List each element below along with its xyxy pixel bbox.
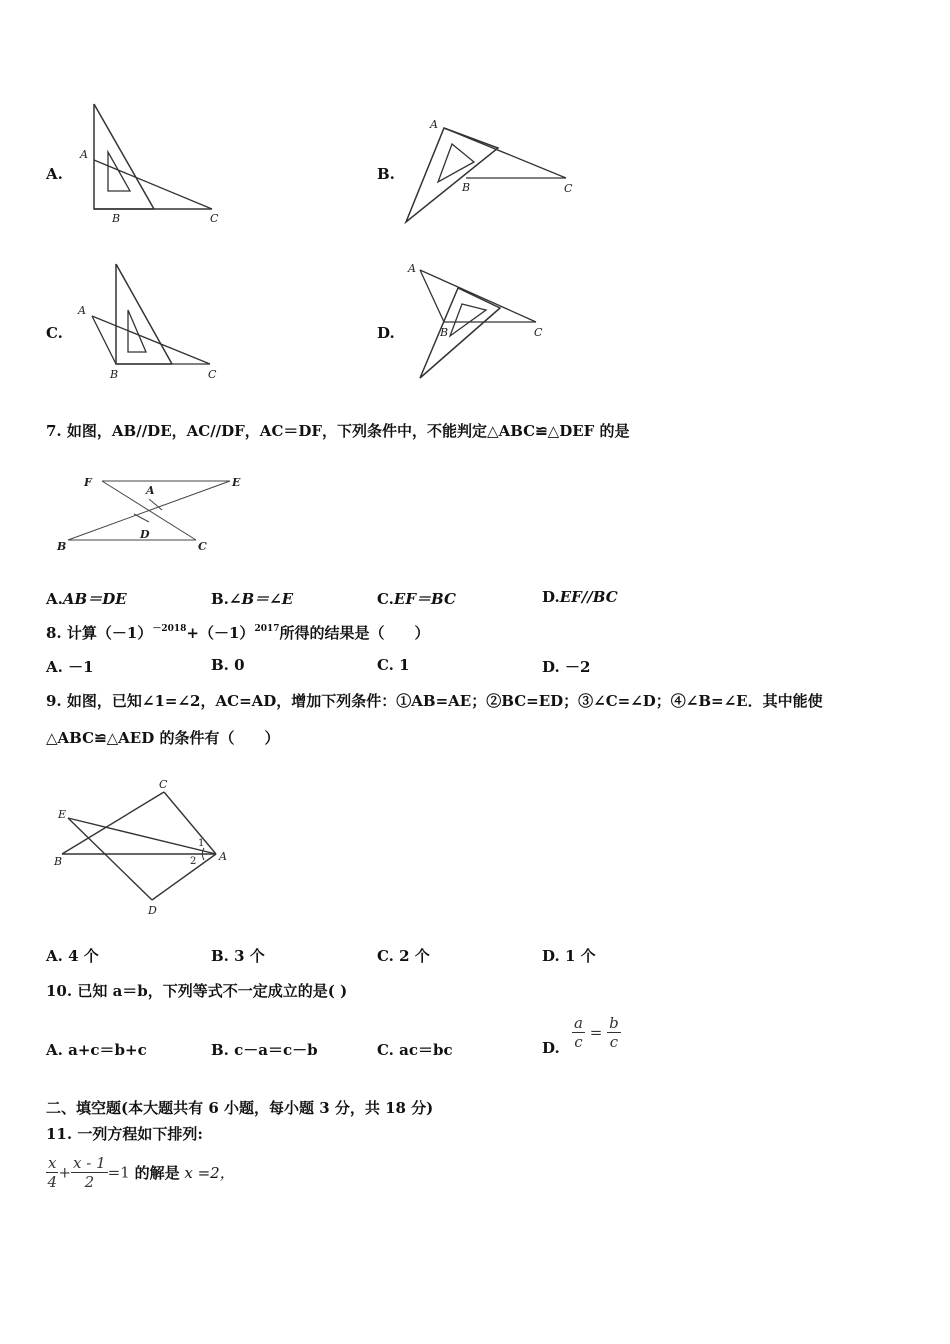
q11-stem: 11. 一列方程如下排列: [46,1125,203,1143]
q6b-large-set-square [406,128,498,222]
q9-option-d: D. 1 个 [542,947,596,965]
q7-label-d: D [140,528,150,541]
q6a-label-a: A [80,148,88,161]
q6b-label-a: A [430,118,438,131]
q10-option-d-letter: D. [542,1039,560,1057]
q9-label-c: C [159,778,168,791]
q10-option-a: A. a+c＝b+c [46,1041,147,1059]
q6d-label-c: C [534,326,543,339]
q7-number: 7. [46,422,62,440]
q7-figure [52,470,252,555]
q7-label-e: E [232,476,241,489]
q9-option-a: A. 4 个 [46,947,99,965]
q8-exponent-2: 2017 [254,624,280,634]
q6-option-b-letter: B. [377,165,395,183]
q9-label-b: B [54,855,63,868]
q6d-inner-triangle [450,304,486,336]
q9-label-a: A [219,850,227,863]
q7-option-a: A.AB＝DE [46,590,127,608]
q6-option-c-figure [72,258,232,388]
q7-label-b: B [57,540,67,553]
q11-equation: $\frac{x}{4}$ + $\frac{x - 1}{2}$ =1 的解是 x =2， [47,1154,235,1191]
q6-option-a-figure [72,98,232,228]
q6-option-a-letter: A. [46,165,63,183]
q10-stem: 10. 已知 a＝b，下列等式不一定成立的是( ) [46,982,348,1000]
q7-label-a: A [146,484,155,497]
q8-option-c: C. 1 [377,656,410,674]
q6b-inner-triangle [438,144,474,182]
q10-option-d-fraction: $\frac{a}{c}$ = $\frac{b}{c}$ [574,1014,619,1051]
q9-stem-line1: 9. 如图，已知∠1=∠2，AC=AD，增加下列条件：①AB=AE；②BC=ED；③∠C=∠D；④∠B=∠E．其中能使 [46,692,823,710]
section2-title: 二、填空题(本大题共有 6 小题，每小题 3 分，共 18 分) [46,1099,434,1117]
q6b-label-b: B [462,181,471,194]
q8-stem: 8. 计算$(-1)^{-2018}+(-1)^{2017}$所得的结果是（ ） [46,624,430,642]
q7-option-b: B.∠B＝∠E [211,590,294,608]
q9-label-angle1: 1 [198,838,205,849]
q7-option-c: C.EF＝BC [377,590,456,608]
q6-option-d-figure [400,258,560,383]
q9-figure [48,772,238,922]
q6-option-c-letter: C. [46,324,63,342]
q6c-label-b: B [110,368,119,381]
q9-option-b: B. 3 个 [211,947,265,965]
q9-option-c: C. 2 个 [377,947,430,965]
q6b-label-c: C [564,182,573,195]
q6d-label-b: B [440,326,449,339]
q9-label-d: D [148,904,157,917]
q7-label-f: F [84,476,92,489]
q7-stem [46,420,630,441]
q8-option-a: A. －1 [46,658,94,676]
q6d-large-set-square [420,288,500,378]
q9-label-angle2: 2 [190,856,197,867]
q7-label-c: C [198,540,207,553]
q8-exponent-1: －2018 [152,624,187,634]
q10-option-b: B. c－a＝c－b [211,1041,318,1059]
q6c-inner-triangle [128,310,146,352]
q6a-label-c: C [210,212,219,225]
q6d-label-a: A [408,262,416,275]
q6-option-b-figure [398,112,588,227]
q6-option-d-letter: D. [377,324,395,342]
q6a-label-b: B [112,212,121,225]
q6c-label-c: C [208,368,217,381]
q7-option-d: D.EF//BC [542,588,618,606]
q6c-label-a: A [78,304,86,317]
q6a-inner-triangle [108,152,130,191]
q8-option-b: B. 0 [211,656,245,674]
q9-stem-line2: △ABC≌△AED 的条件有（ ） [46,729,280,747]
q10-option-c: C. ac＝bc [377,1041,453,1059]
q7-stem-text: 如图，AB//DE，AC//DF，AC＝DF，下列条件中，不能判定△ABC≌△DEF 的是 [66,422,630,440]
q9-label-e: E [58,808,67,821]
q8-option-d: D. －2 [542,658,591,676]
